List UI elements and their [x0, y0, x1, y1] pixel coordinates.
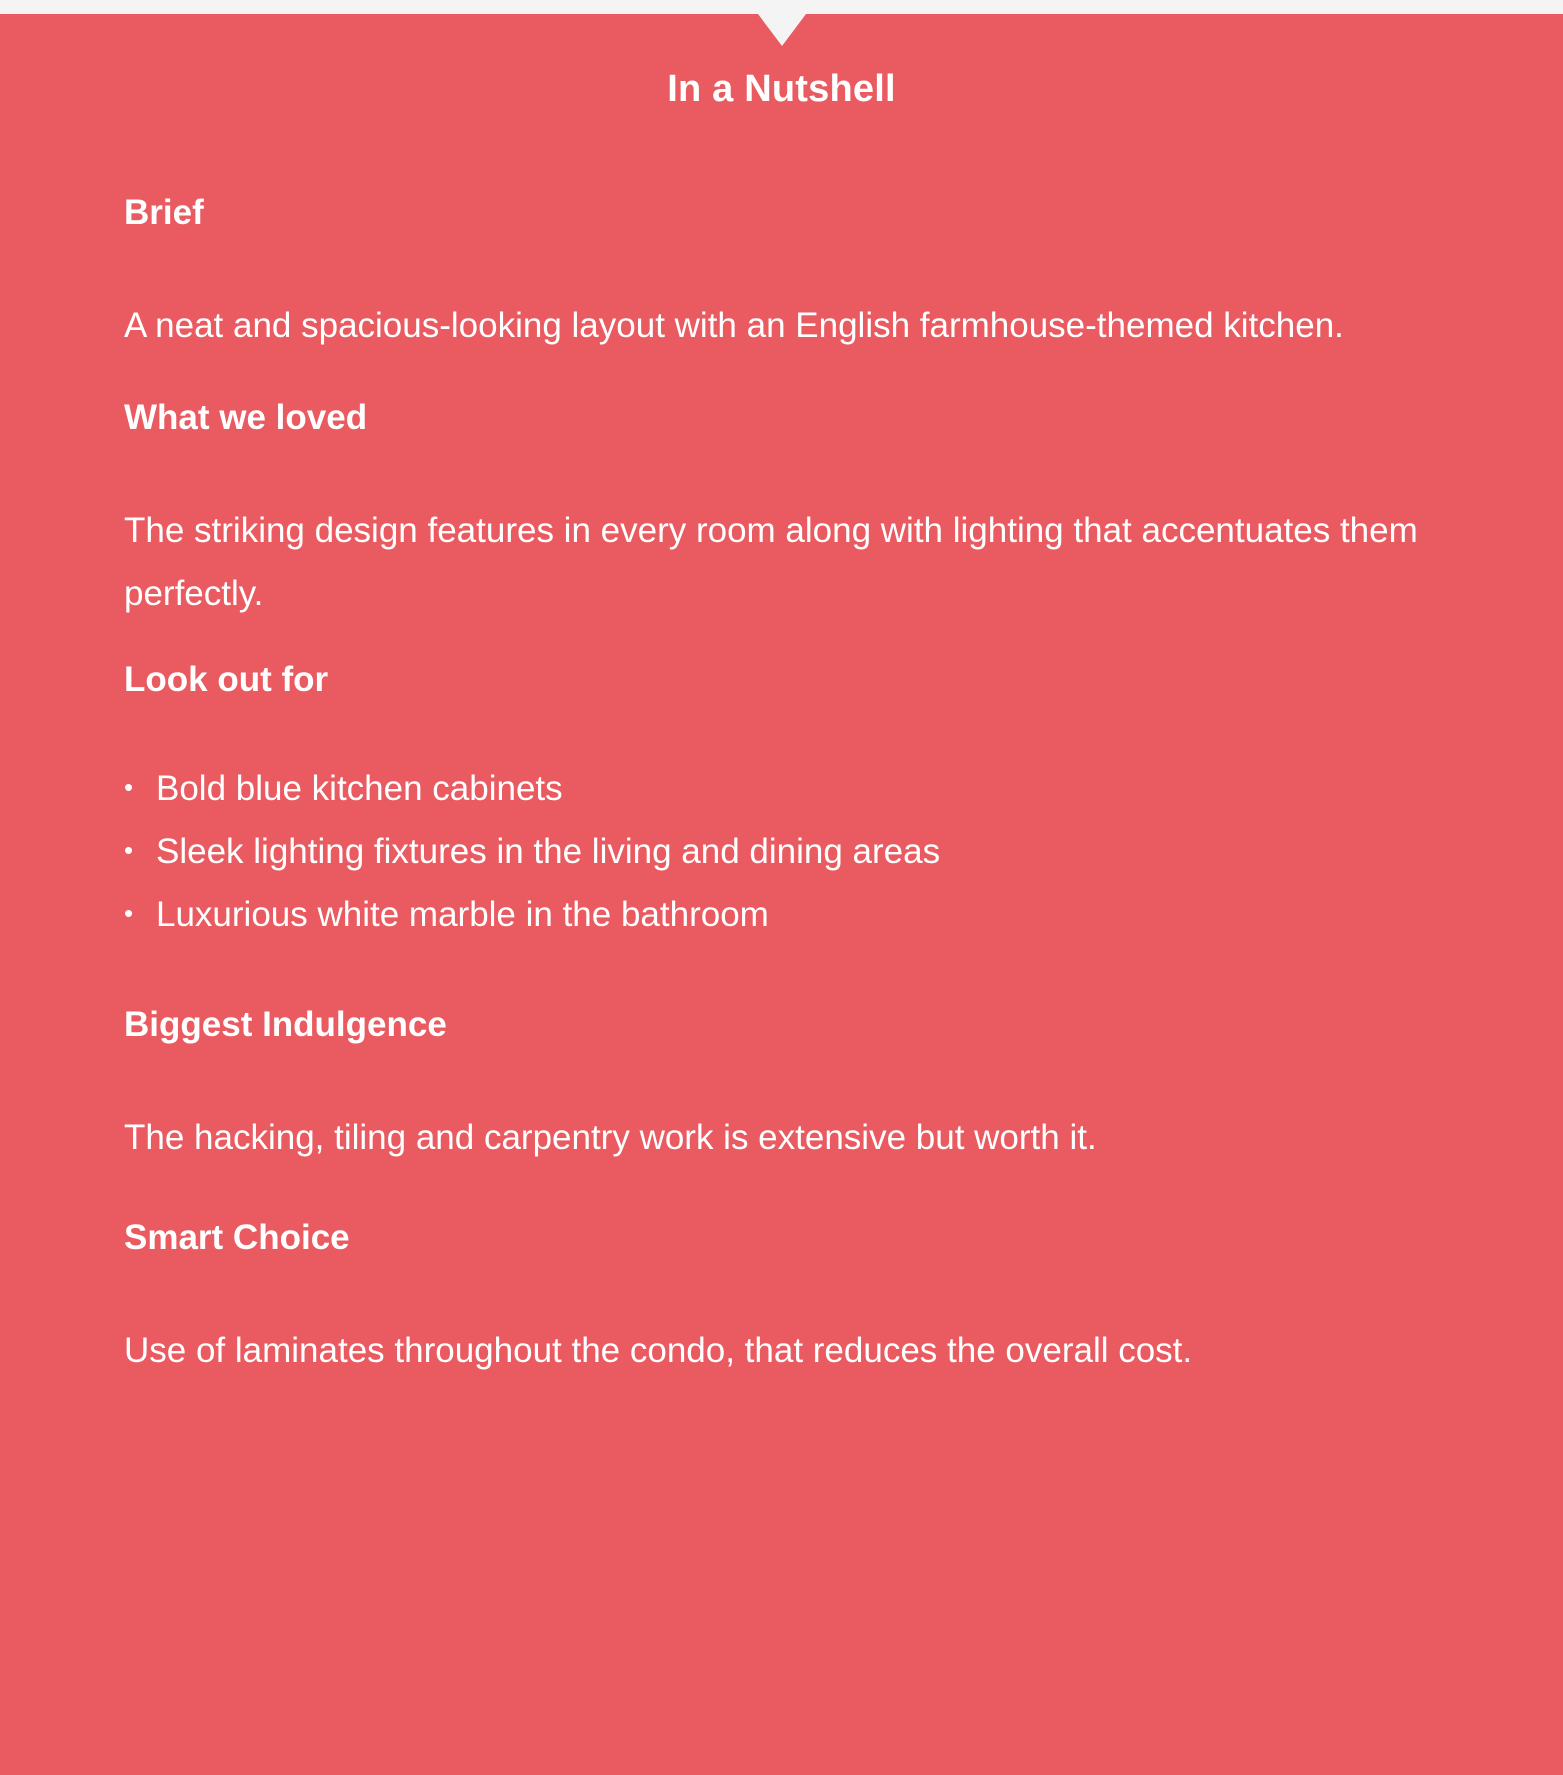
smart-choice-text: Use of laminates throughout the condo, that reduces the overall cost.	[124, 1331, 1193, 1370]
biggest-indulgence-text: The hacking, tiling and carpentry work is extensive but worth it.	[124, 1118, 1097, 1157]
list-item-text: Luxurious white marble in the bathroom	[156, 895, 769, 934]
panel-notch-pointer	[758, 14, 806, 46]
brief-text: A neat and spacious-looking layout with an English farmhouse-themed kitchen.	[124, 306, 1344, 345]
brief-heading: Brief	[124, 193, 204, 232]
list-item	[124, 820, 1484, 883]
biggest-indulgence-heading: Biggest Indulgence	[124, 1005, 447, 1044]
bullet-icon: •	[124, 898, 134, 928]
bullet-icon: •	[124, 835, 134, 865]
what-we-loved-heading: What we loved	[124, 398, 368, 437]
look-out-for-list	[124, 757, 1484, 946]
bullet-icon: •	[124, 772, 134, 802]
panel-content	[124, 190, 1484, 1382]
list-item	[124, 883, 1484, 946]
top-strip	[0, 0, 1563, 14]
what-we-loved-text: The striking design features in every room along with lighting that accentuates them perfectly.	[124, 511, 1418, 613]
smart-choice-heading: Smart Choice	[124, 1218, 350, 1257]
panel-title: In a Nutshell	[667, 68, 896, 110]
list-item-text: Bold blue kitchen cabinets	[156, 769, 563, 808]
look-out-for-heading: Look out for	[124, 660, 329, 699]
list-item	[124, 757, 1484, 820]
list-item-text: Sleek lighting fixtures in the living and dining areas	[156, 832, 941, 871]
